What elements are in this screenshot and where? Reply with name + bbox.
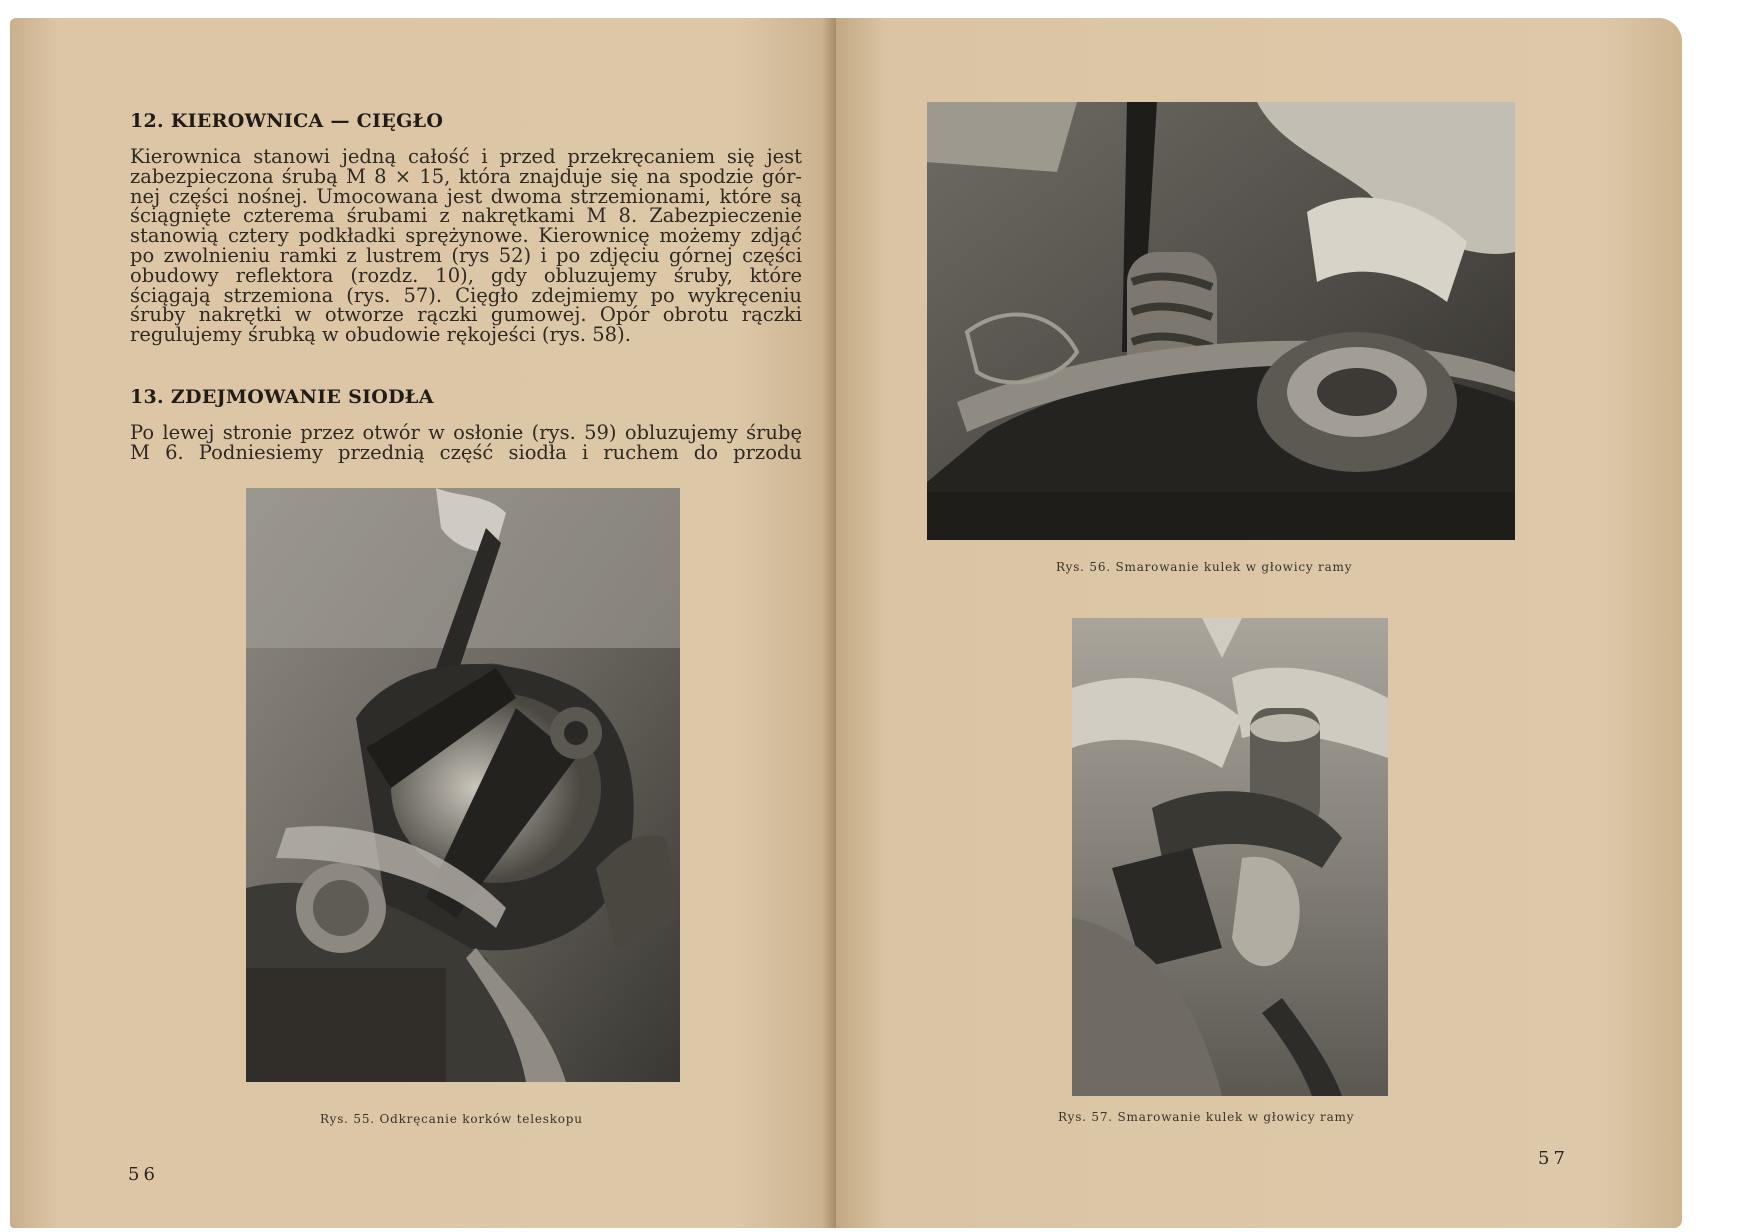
figure-57-photo [1072, 618, 1388, 1096]
figure-56-caption: Rys. 56. Smarowanie kulek w głowicy ramy [1056, 560, 1353, 574]
section-13-heading: 13. ZDEJMOWANIE SIODŁA [130, 386, 434, 408]
text-line: regulujemy śrubką w obudowie rękojeści (rys. 58). [130, 323, 631, 347]
left-page [10, 18, 836, 1228]
figure-55-photo [246, 488, 680, 1082]
text-line: obudowy reflektora (rozdz. 10), gdy obluzujemy śruby, które [130, 263, 802, 287]
telescope-plug-unscrewing-photo-icon [246, 488, 680, 1082]
text-line: zabezpieczona śrubą M 8 × 15, która znajduje się na spodzie gór- [130, 164, 802, 188]
text-line: Po lewej stronie przez otwór w osłonie (rys. 59) obluzujemy śrubę [130, 421, 802, 444]
text-line: ściągnięte czterema śrubami z nakrętkami M 8. Zabezpieczenie [130, 204, 802, 228]
text-line: stanowią cztery podkładki sprężynowe. Kierownicę możemy zdjąć [130, 224, 802, 248]
text-line: śruby nakrętki w otworze rączki gumowej. Opór obrotu rączki [130, 303, 802, 327]
figure-56-photo [927, 102, 1515, 540]
text-line: nej części nośnej. Umocowana jest dwoma strzemionami, które są [130, 184, 802, 208]
section-13-paragraph [130, 423, 802, 463]
frame-head-ball-greasing-photo-icon [927, 102, 1515, 540]
figure-57-caption: Rys. 57. Smarowanie kulek w głowicy ramy [1058, 1110, 1355, 1124]
right-page [836, 18, 1682, 1228]
page-number-left: 56 [128, 1164, 159, 1185]
text-line: ściągają strzemiona (rys. 57). Cięgło zdejmiemy po wykręceniu [130, 283, 802, 307]
frame-head-ball-greasing-detail-photo-icon [1072, 618, 1388, 1096]
text-line: po zwolnieniu ramki z lustrem (rys 52) i po zdjęciu górnej części [130, 243, 802, 267]
figure-55-caption: Rys. 55. Odkręcanie korków teleskopu [320, 1112, 583, 1126]
book-spread [10, 18, 1682, 1228]
page-number-right: 57 [1538, 1148, 1569, 1169]
section-12-heading: 12. KIEROWNICA — CIĘGŁO [130, 110, 444, 132]
text-line: Kierownica stanowi jedną całość i przed przekręcaniem się jest [130, 145, 802, 168]
section-12-paragraph [130, 147, 802, 345]
text-line: M 6. Podniesiemy przednią część siodła i ruchem do przodu [130, 440, 802, 464]
